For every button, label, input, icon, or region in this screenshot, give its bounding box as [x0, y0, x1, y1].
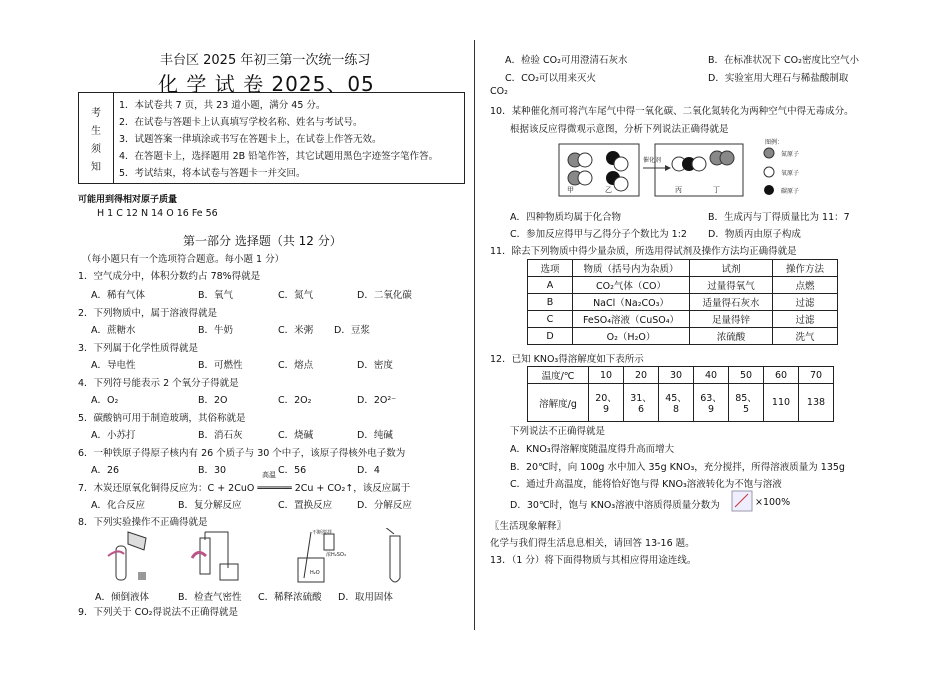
exam-title: 丰台区 2025 年初三第一次统一练习	[160, 53, 371, 68]
question-sub-stem: 下列说法不正确得就是	[510, 426, 606, 437]
question-stem: 5．碳酸钠可用于制造玻璃，其俗称就是	[78, 413, 246, 424]
label-jia: 甲	[567, 186, 574, 194]
option-a: A．26	[91, 465, 120, 476]
question-stem: 2．下列物质中，属于溶液得就是	[78, 308, 218, 319]
table-cell: 足量得锌	[690, 311, 773, 328]
option-b: B．可燃性	[198, 360, 243, 371]
table-header: 操作方法	[773, 260, 838, 277]
option-d-tail: ×100%	[755, 497, 791, 508]
table-cell: 过滤	[773, 311, 838, 328]
option-b: B．牛奶	[198, 325, 234, 336]
question-stem: 10．某种催化剂可将汽车尾气中得一氧化碳、二氧化氮转化为两种空气中得无毒成分。	[490, 106, 854, 117]
option-d: D．实验室用大理石与稀盐酸制取	[708, 73, 849, 84]
option-d: D．30℃时，饱与 KNO₃溶液中溶质得质量分数为	[510, 500, 720, 511]
option-c: C．CO₂可以用来灭火	[505, 73, 597, 84]
option-b: B．复分解反应	[178, 500, 242, 511]
fig-caption-d: D．取用固体	[338, 592, 393, 603]
table-cell: 70	[799, 367, 834, 384]
table-cell: 110	[764, 384, 799, 422]
option-d: D．豆浆	[334, 325, 370, 336]
notice-side-char: 知	[91, 161, 101, 173]
table-cell: 浓硫酸	[690, 328, 773, 345]
section-title: 第一部分 选择题（共 12 分）	[183, 234, 342, 248]
option-c: C．2O₂	[278, 395, 312, 406]
fig-label-water: H₂O	[310, 570, 320, 576]
question-stem: 13．（1 分）将下面得物质与其相应得用途连线。	[490, 555, 697, 566]
question-stem: 9．下列关于 CO₂得说法不正确得就是	[78, 607, 238, 618]
option-b: B．20℃时，向 100g 水中加入 35g KNO₃，充分搅拌，所得溶液质量为 135g	[510, 462, 845, 473]
option-a: A．稀有气体	[91, 290, 145, 301]
table-cell: 8	[672, 404, 680, 415]
table-row	[528, 277, 838, 294]
option-b: B．消石灰	[198, 430, 243, 441]
option-d: D．密度	[357, 360, 393, 371]
option-tail: CO₂	[490, 86, 508, 97]
test-tube-icon	[384, 528, 400, 582]
label-yi: 乙	[605, 186, 612, 194]
table-cell: 30	[659, 367, 694, 384]
table-cell: B	[528, 294, 573, 311]
impurity-table	[527, 259, 838, 345]
legend-title: 图例：	[765, 139, 784, 146]
question-stem: 4．下列符号能表示 2 个氧分子得就是	[78, 378, 239, 389]
option-a: A．检验 CO₂可用澄清石灰水	[505, 55, 628, 66]
fig-caption-a: A．倾倒液体	[95, 592, 149, 603]
section-note: （每小题只有一个选项符合题意。每小题 1 分）	[82, 254, 285, 265]
option-c: C．置换反应	[278, 500, 333, 511]
table-cell: CO₂气体（CO）	[573, 277, 690, 294]
section-intro: 化学与我们得生活息息相关，请回答 13-16 题。	[490, 538, 695, 549]
table-cell: O₂（H₂O）	[573, 328, 690, 345]
table-cell: C	[528, 311, 573, 328]
table-row	[528, 367, 834, 384]
option-a: A．O₂	[91, 395, 119, 406]
legend-carbon: 碳原子	[781, 188, 800, 195]
table-row	[528, 294, 838, 311]
table-cell: NaCl（Na₂CO₃）	[573, 294, 690, 311]
lab-operations-figure	[88, 528, 428, 588]
table-cell: 20、	[595, 393, 617, 404]
pouring-liquid-icon	[108, 532, 146, 580]
option-c: C．氮气	[278, 290, 314, 301]
table-row	[528, 384, 834, 422]
table-cell: 10	[589, 367, 624, 384]
fig-label-stir: 不断搅拌	[312, 530, 333, 536]
notice-line: 4．在答题卡上，选择题用 2B 铅笔作答，其它试题用黑色字迹签字笔作答。	[119, 151, 439, 162]
table-cell: 31、	[630, 393, 652, 404]
table-cell: 20	[624, 367, 659, 384]
notice-line: 1．本试卷共 7 页，共 23 道小题，满分 45 分。	[119, 100, 326, 111]
reaction-diagram	[555, 138, 830, 200]
exam-subtitle: 化 学 试 卷 2025、05	[158, 72, 375, 96]
question-stem-2: 根据该反应得微观示意图，分析下列说法正确得就是	[510, 124, 729, 135]
table-cell: 63、	[700, 393, 722, 404]
table-cell: 40	[694, 367, 729, 384]
option-d: D．分解反应	[357, 500, 412, 511]
label-ding: 丁	[713, 186, 720, 194]
option-c: C．米粥	[278, 325, 314, 336]
notice-side-char: 须	[91, 143, 101, 155]
question-stem: 8．下列实验操作不正确得就是	[78, 517, 208, 528]
table-header: 试剂	[690, 260, 773, 277]
section-heading: 〖生活现象解释〗	[490, 521, 567, 532]
option-a: A．KNO₃得溶解度随温度得升高而增大	[510, 444, 675, 455]
table-header: 选项	[528, 260, 573, 277]
option-d: D．物质丙由原子构成	[708, 229, 801, 240]
question-stem: 6．一种铁原子得原子核内有 26 个质子与 30 个中子，该原子得核外电子数为	[78, 448, 406, 459]
table-cell: 60	[764, 367, 799, 384]
option-a: A．导电性	[91, 360, 136, 371]
table-cell: 洗气	[773, 328, 838, 345]
option-a: A．小苏打	[91, 430, 136, 441]
fig-caption-b: B．检查气密性	[178, 592, 242, 603]
catalyst-label: 催化剂	[643, 157, 662, 164]
option-b: B．30	[198, 465, 227, 476]
table-cell: 适量得石灰水	[690, 294, 773, 311]
table-cell: 点燃	[773, 277, 838, 294]
atomic-mass-label: 可能用到得相对原子质量	[78, 195, 178, 205]
fig-caption-c: C．稀释浓硫酸	[258, 592, 322, 603]
question-stem: 7．木炭还原氧化铜得反应为：C + 2CuO ══════ 2Cu + CO₂↑，该反应属于	[78, 483, 411, 494]
table-cell: FeSO₄溶液（CuSO₄）	[573, 311, 690, 328]
table-row	[528, 311, 838, 328]
table-cell: 过量得氧气	[690, 277, 773, 294]
question-stem: 1．空气成分中，体积分数约占 78%得就是	[78, 271, 261, 282]
table-cell: D	[528, 328, 573, 345]
table-cell: 50	[729, 367, 764, 384]
table-header: 溶解度/g	[528, 384, 589, 422]
option-d: D．二氧化碳	[357, 290, 412, 301]
table-cell: 9	[602, 404, 610, 415]
notice-box	[78, 92, 465, 184]
notice-side-char: 考	[91, 107, 101, 119]
table-cell: 138	[799, 384, 834, 422]
option-b: B．在标准状况下 CO₂密度比空气小	[708, 55, 859, 66]
question-stem: 11．除去下列物质中得少量杂质，所选用得试剂及操作方法均正确得就是	[490, 246, 797, 257]
table-row	[528, 328, 838, 345]
option-b: B．2O	[198, 395, 228, 406]
option-c: C．56	[278, 465, 307, 476]
table-header: 温度/℃	[528, 367, 589, 384]
notice-line: 5．考试结束，将本试卷与答题卡一并交回。	[119, 168, 306, 179]
option-d: D．4	[357, 465, 380, 476]
legend-nitrogen: 氮原子	[781, 151, 800, 158]
table-cell: 45、	[665, 393, 687, 404]
table-cell: 6	[637, 404, 645, 415]
table-cell: 85、	[735, 393, 757, 404]
reaction-condition: 高温	[262, 471, 276, 479]
option-c: C．参加反应得甲与乙得分子个数比为 1:2	[510, 229, 687, 240]
notice-line: 2．在试卷与答题卡上认真填写学校名称、姓名与考试号。	[119, 117, 363, 128]
option-d: D．纯碱	[357, 430, 393, 441]
option-c: C．通过升高温度，能将恰好饱与得 KNO₃溶液转化为不饱与溶液	[510, 479, 782, 490]
notice-side-char: 生	[91, 125, 101, 137]
airtightness-check-icon	[192, 532, 238, 580]
table-cell: A	[528, 277, 573, 294]
option-b: B．氧气	[198, 290, 234, 301]
option-c: C．烧碱	[278, 430, 314, 441]
fraction-formula-icon	[731, 490, 753, 512]
question-stem: 12．已知 KNO₃得溶解度如下表所示	[490, 354, 644, 365]
label-bing: 丙	[675, 186, 682, 194]
option-a: A．化合反应	[91, 500, 145, 511]
column-divider	[474, 40, 475, 630]
table-header: 物质（括号内为杂质）	[573, 260, 690, 277]
option-c: C．熔点	[278, 360, 314, 371]
legend-oxygen: 氧原子	[781, 170, 800, 177]
fig-label-acid: 浓H₂SO₄	[326, 552, 346, 558]
option-a: A．蔗糖水	[91, 325, 136, 336]
option-d: D．2O²⁻	[357, 395, 397, 406]
table-cell: 过滤	[773, 294, 838, 311]
atomic-mass-values: H 1 C 12 N 14 O 16 Fe 56	[97, 208, 218, 219]
table-cell: 9	[707, 404, 715, 415]
notice-side-label	[79, 93, 114, 183]
table-cell: 5	[742, 404, 750, 415]
question-stem: 3．下列属于化学性质得就是	[78, 343, 199, 354]
option-b: B．生成丙与丁得质量比为 11：7	[708, 212, 850, 223]
solubility-table	[527, 366, 834, 422]
notice-line: 3．试题答案一律填涂或书写在答题卡上，在试卷上作答无效。	[119, 134, 382, 145]
option-a: A．四种物质均属于化合物	[510, 212, 621, 223]
